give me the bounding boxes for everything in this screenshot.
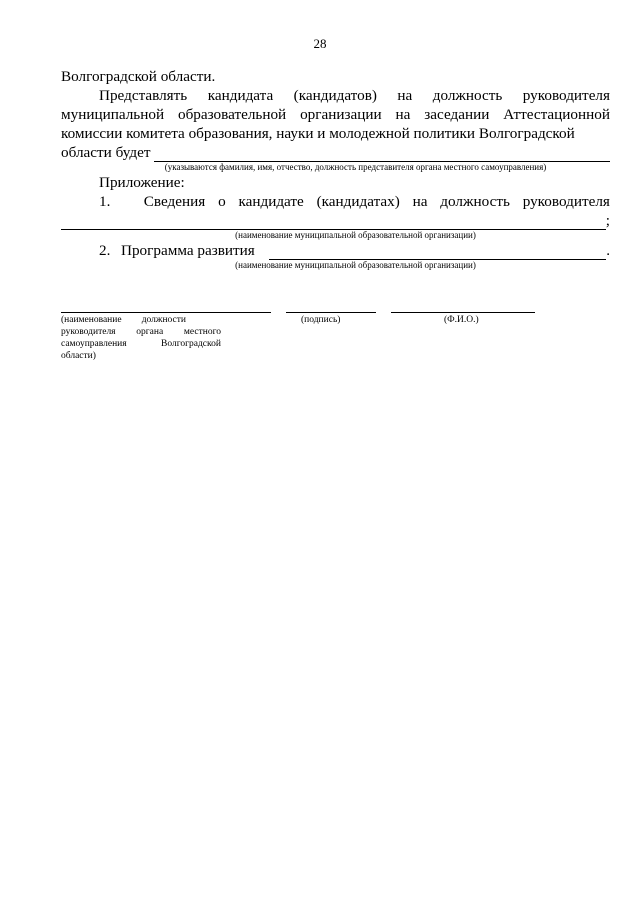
name-field-line [391, 312, 535, 313]
representative-field-line [154, 147, 610, 162]
appendix-item-2-end: . [606, 242, 610, 259]
item1-word: на [412, 193, 428, 210]
item1-word: кандидате [238, 193, 304, 210]
position-caption-word: Волгоградской [161, 339, 221, 349]
appendix-title: Приложение: [99, 174, 185, 191]
organization-field-line-1 [61, 215, 606, 230]
item1-word: Сведения [143, 193, 206, 210]
appendix-item-2-label: Программа развития [121, 242, 255, 259]
position-caption-word: самоуправления [61, 339, 127, 349]
organization-field-line-2 [269, 245, 606, 260]
position-caption-word: руководителя [61, 327, 116, 337]
document-body [61, 67, 610, 271]
region-line: Волгоградской области. [61, 68, 216, 85]
name-caption: (Ф.И.О.) [444, 315, 479, 325]
position-caption-word: (наименование [61, 315, 122, 325]
appendix-item-2 [61, 241, 610, 260]
appendix-item-2-caption: (наименование муниципальной образовательной организации) [235, 260, 476, 270]
will-be-line [61, 143, 610, 162]
position-caption-word: местного [183, 327, 221, 337]
appendix-item-1 [61, 192, 610, 211]
position-caption-word: органа [136, 327, 164, 337]
appendix-item-1-field [61, 211, 610, 230]
representative-caption: (указываются фамилия, имя, отчество, должность представителя органа местного самоуправления) [164, 162, 547, 172]
signature-caption: (подпись) [301, 315, 341, 325]
position-caption-word: должности [141, 315, 186, 325]
position-field-line [61, 312, 271, 313]
signature-field-line [286, 312, 376, 313]
represent-paragraph: Представлять кандидата (кандидатов) на должность руководителя муниципальной образовательной организации на заседании Аттестационной комиссии комитета образования, науки и молодежной политики Волгоградской [61, 87, 610, 142]
appendix-item-1-caption: (наименование муниципальной образовательной организации) [235, 230, 476, 240]
appendix-item-2-number: 2. [99, 242, 111, 259]
item1-word: (кандидатах) [316, 193, 400, 210]
item1-word: руководителя [522, 193, 610, 210]
position-caption [61, 314, 221, 362]
page-number: 28 [313, 36, 327, 51]
appendix-item-1-number: 1. [99, 193, 111, 210]
item1-word: о [218, 193, 226, 210]
item1-word: должность [440, 193, 510, 210]
will-be-label: области будет [61, 144, 151, 161]
position-caption-line: области) [61, 351, 96, 361]
appendix-item-1-end: ; [605, 212, 610, 229]
